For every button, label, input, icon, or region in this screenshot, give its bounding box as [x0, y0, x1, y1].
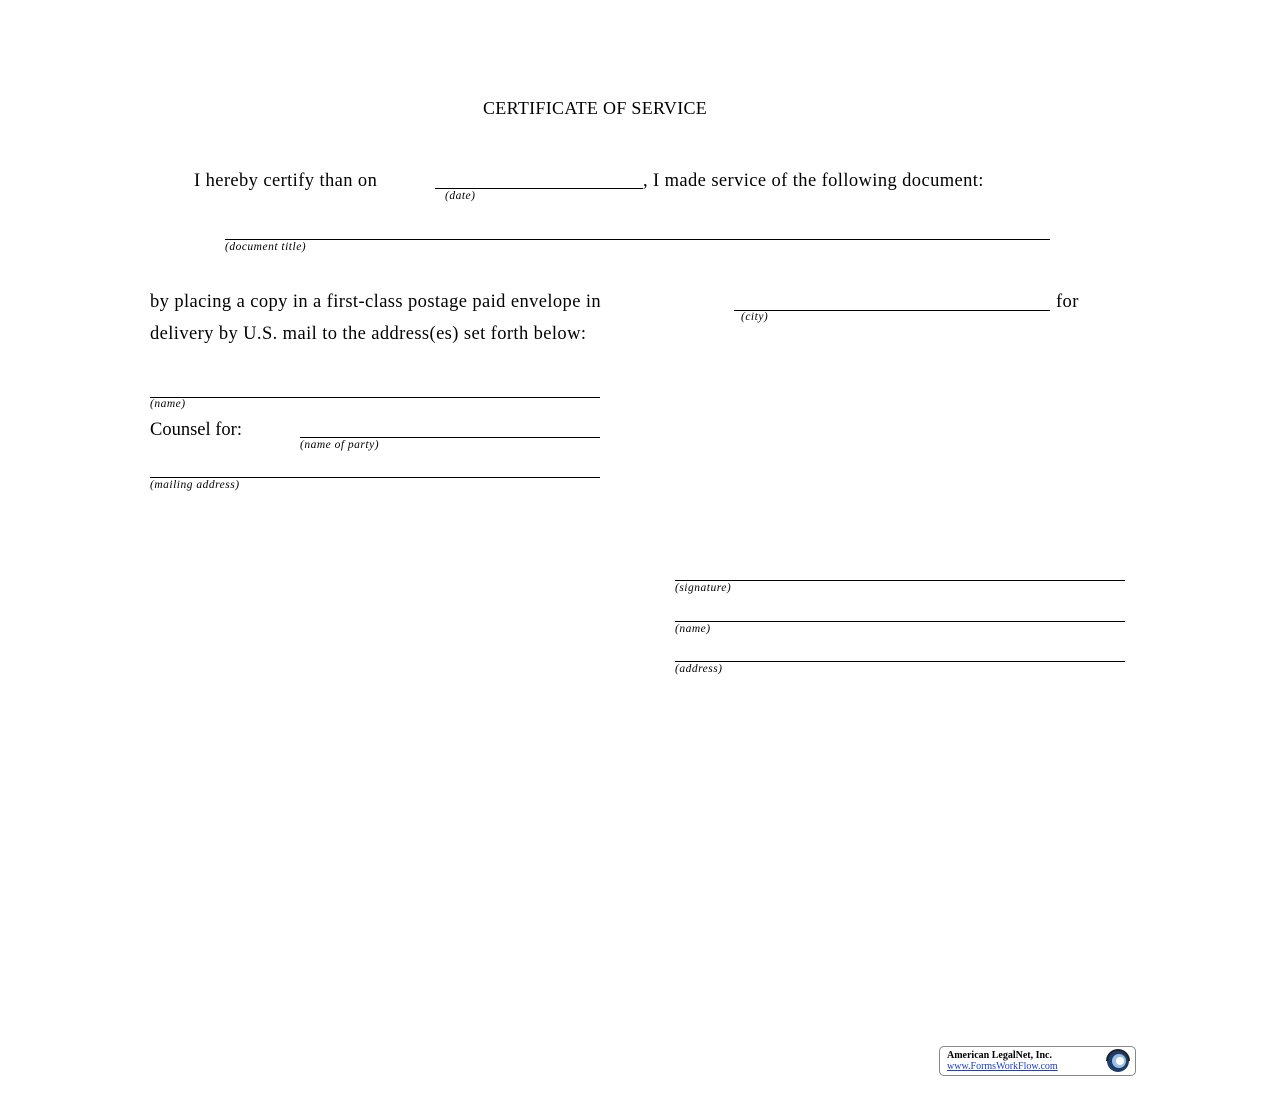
- date-field[interactable]: [435, 188, 643, 189]
- postage-text-suffix: for: [1056, 292, 1079, 312]
- date-label: (date): [445, 190, 476, 202]
- document-title-label: (document title): [225, 241, 307, 253]
- signature-field[interactable]: [675, 580, 1125, 581]
- signature-label: (signature): [675, 582, 732, 594]
- company-name: American LegalNet, Inc.: [947, 1050, 1052, 1061]
- city-field[interactable]: [734, 310, 1050, 311]
- mailing-address-field[interactable]: [150, 477, 600, 478]
- signer-address-label: (address): [675, 663, 723, 675]
- counsel-for-label: Counsel for:: [150, 420, 242, 440]
- signer-name-field[interactable]: [675, 621, 1125, 622]
- postage-text: by placing a copy in a first-class postage paid envelope in: [150, 292, 602, 312]
- mailing-address-label: (mailing address): [150, 479, 240, 491]
- page-title: CERTIFICATE OF SERVICE: [483, 98, 708, 118]
- footer-logo: [939, 1046, 1136, 1076]
- party-name-label: (name of party): [300, 439, 380, 451]
- certify-text-suffix: , I made service of the following document:: [643, 171, 984, 191]
- recipient-name-field[interactable]: [150, 397, 600, 398]
- document-title-field[interactable]: [225, 239, 1050, 240]
- delivery-text: delivery by U.S. mail to the address(es) set forth below:: [150, 324, 587, 344]
- signer-address-field[interactable]: [675, 661, 1125, 662]
- company-url-link[interactable]: www.FormsWorkFlow.com: [947, 1061, 1058, 1072]
- signer-name-label: (name): [675, 623, 711, 635]
- city-label: (city): [741, 311, 769, 323]
- recipient-name-label: (name): [150, 398, 186, 410]
- party-name-field[interactable]: [300, 437, 600, 438]
- globe-icon: [1102, 1048, 1132, 1074]
- certify-text: I hereby certify than on: [194, 171, 378, 191]
